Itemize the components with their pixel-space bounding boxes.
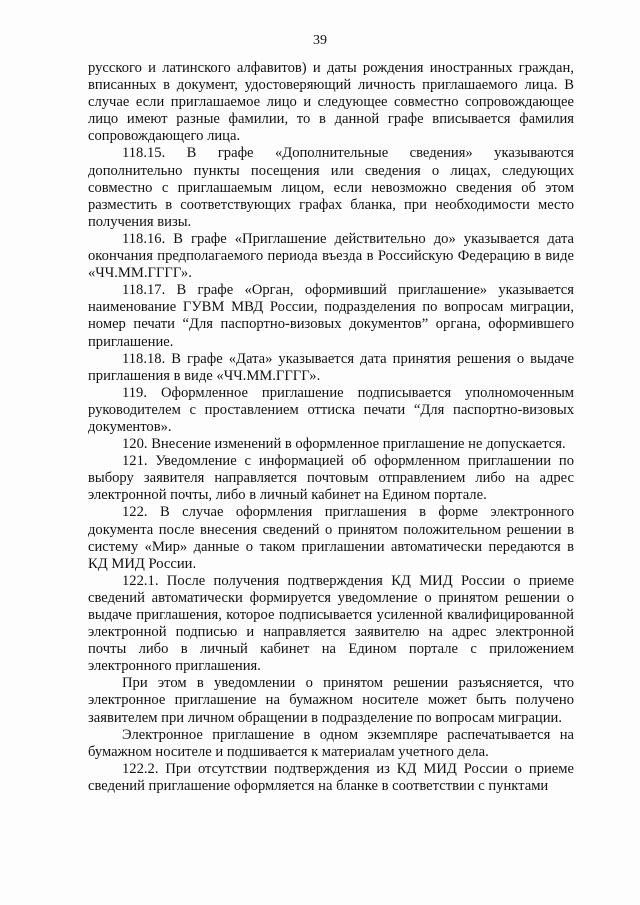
paragraph-122: 122. В случае оформления приглашения в форме электронного документа после внесения сведений о принятом положительном решении в систему «Мир» данные о таком приглашении автоматически передаются в КД МИД России. — [88, 504, 574, 572]
paragraph-122-1-print: Электронное приглашение в одном экземпляре распечатывается на бумажном носителе и подшивается к материалам учетного дела. — [88, 726, 574, 760]
paragraph-118-16: 118.16. В графе «Приглашение действительно до» указывается дата окончания предполагаемого периода въезда в Российскую Федерацию в виде «ЧЧ.ММ.ГГГГ». — [88, 230, 574, 282]
paragraph-119: 119. Оформленное приглашение подписывается уполномоченным руководителем с проставлением оттиска печати “Для паспортно-визовых документов». — [88, 384, 574, 435]
paragraph-122-1: 122.1. После получения подтверждения КД МИД России о приеме сведений автоматически формируется уведомление о принятом решении о выдаче приглашения, которое подписывается усиленной квалифицированной электронной подписью и направляется заявителю на адрес электронной почты либо в личный кабинет на Едином портале с приложением электронного приглашения. — [88, 572, 574, 675]
paragraph-121: 121. Уведомление с информацией об оформленном приглашении по выбору заявителя направляется почтовым отправлением либо на адрес электронной почты, либо в личный кабинет на Едином портале. — [88, 453, 574, 504]
document-body — [88, 60, 574, 795]
paragraph-122-1-note: При этом в уведомлении о принятом решении разъясняется, что электронное приглашение на бумажном носителе может быть получено заявителем при личном обращении в подразделение по вопросам миграции. — [88, 675, 574, 726]
paragraph-118-18: 118.18. В графе «Дата» указывается дата принятия решения о выдаче приглашения в виде «ЧЧ.ММ.ГГГГ». — [88, 350, 574, 384]
paragraph-120: 120. Внесение изменений в оформленное приглашение не допускается. — [122, 436, 566, 453]
paragraph-122-2: 122.2. При отсутствии подтверждения из КД МИД России о приеме сведений приглашение оформляется на бланке в соответствии с пунктами — [88, 760, 574, 794]
paragraph-118-17: 118.17. В графе «Орган, оформивший приглашение» указывается наименование ГУВМ МВД России, подразделения по вопросам миграции, номер печати “Для паспортно-визовых документов” органа, оформившего приглашение. — [88, 282, 574, 350]
paragraph-continuation: русского и латинского алфавитов) и даты рождения иностранных граждан, вписанных в документ, удостоверяющий личность приглашаемого лица. В случае если приглашаемое лицо и следующее совместно сопровождающее лицо имеют разные фамилии, то в данной графе вписывается фамилия сопровождающего лица. — [88, 60, 574, 145]
page-number: 39 — [313, 33, 327, 48]
paragraph-118-15: 118.15. В графе «Дополнительные сведения» указываются дополнительно пункты посещения или сведения о лицах, следующих совместно с приглашаемым лицом, если невозможно сведения об этом разместить в соответствующих графах бланка, при необходимости место получения визы. — [88, 145, 574, 230]
